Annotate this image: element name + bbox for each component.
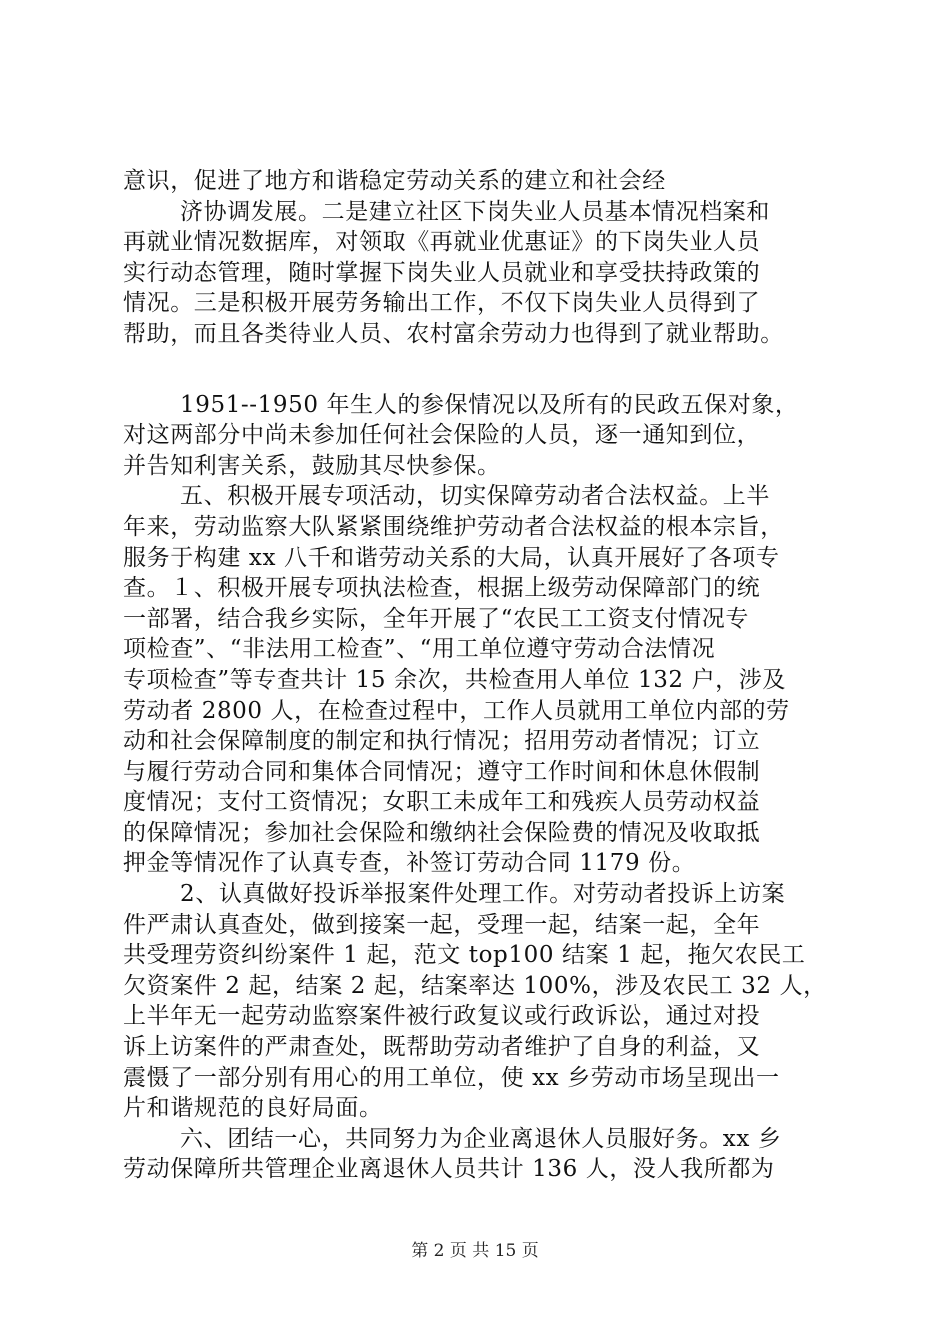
text-line: 上半年无一起劳动监察案件被行政复议或行政诉讼，通过对投 (123, 1003, 761, 1030)
text-line: 的保障情况；参加社会保险和缴纳社会保险费的情况及收取抵 (123, 819, 761, 846)
text-line: 项检查”、“非法用工检查”、“用工单位遵守劳动合法情况 (123, 636, 716, 663)
body-text (123, 166, 843, 1185)
text-line: 片和谐规范的良好局面。 (123, 1095, 383, 1122)
text-line: 意识，促进了地方和谐稳定劳动关系的建立和社会经 (123, 168, 666, 194)
text-line: 欠资案件 2 起，结案 2 起，结案率达 100%，涉及农民工 32 人， (123, 972, 827, 999)
text-line: 诉上访案件的严肃查处，既帮助劳动者维护了自身的利益，又 (123, 1034, 761, 1061)
text-line: 六、团结一心，共同努力为企业离退休人员服好务。xx 乡 (180, 1125, 782, 1152)
text-line: 劳动者 2800 人，在检查过程中，工作人员就用工单位内部的劳 (123, 697, 790, 724)
text-line: 对这两部分中尚未参加任何社会保险的人员，逐一通知到位， (123, 422, 761, 449)
text-line: 服务于构建 xx 八千和谐劳动关系的大局，认真开展好了各项专 (123, 544, 780, 571)
text-line: 济协调发展。二是建立社区下岗失业人员基本情况档案和 (180, 198, 770, 225)
paragraph-gap (123, 350, 843, 390)
text-line: 度情况；支付工资情况；女职工未成年工和残疾人员劳动权益 (123, 789, 761, 816)
text-line: 劳动保障所共管理企业离退休人员共计 136 人，没人我所都为 (123, 1156, 775, 1183)
text-line: 帮助，而且各类待业人员、农村富余劳动力也得到了就业帮助。 (123, 320, 784, 347)
text-line: 一部署，结合我乡实际，全年开展了“农民工工资支付情况专 (123, 605, 749, 632)
text-line: 并告知利害关系，鼓励其尽快参保。 (123, 452, 501, 479)
text-line: 共受理劳资纠纷案件 1 起，范文 top100 结案 1 起，拖欠农民工 (123, 942, 806, 969)
text-line: 件严肃认真查处，做到接案一起，受理一起，结案一起，全年 (123, 911, 761, 938)
text-line: 实行动态管理，随时掌握下岗失业人员就业和享受扶持政策的 (123, 259, 761, 286)
text-line: 查。１、积极开展专项执法检查，根据上级劳动保障部门的统 (123, 575, 761, 602)
text-line: 再就业情况数据库，对领取《再就业优惠证》的下岗失业人员 (123, 229, 761, 256)
text-line: 押金等情况作了认真专查，补签订劳动合同 1179 份。 (123, 850, 696, 877)
text-line: 五、积极开展专项活动，切实保障劳动者合法权益。上半 (180, 483, 770, 510)
text-line: 专项检查”等专查共计 15 余次，共检查用人单位 132 户，涉及 (123, 666, 786, 693)
text-line: 1951--1950 年生人的参保情况以及所有的民政五保对象， (180, 391, 799, 418)
text-line: 2、认真做好投诉举报案件处理工作。对劳动者投诉上访案 (180, 881, 786, 908)
text-line: 与履行劳动合同和集体合同情况；遵守工作时间和休息休假制 (123, 758, 761, 785)
text-line: 震慑了一部分别有用心的用工单位，使 xx 乡劳动市场呈现出一 (123, 1064, 780, 1091)
text-line: 动和社会保障制度的制定和执行情况；招用劳动者情况；订立 (123, 728, 761, 755)
text-line: 情况。三是积极开展劳务输出工作，不仅下岗失业人员得到了 (123, 290, 761, 317)
page-number-footer: 第 2 页 共 15 页 (411, 1241, 539, 1261)
text-line: 年来，劳动监察大队紧紧围绕维护劳动者合法权益的根本宗旨， (123, 513, 784, 540)
